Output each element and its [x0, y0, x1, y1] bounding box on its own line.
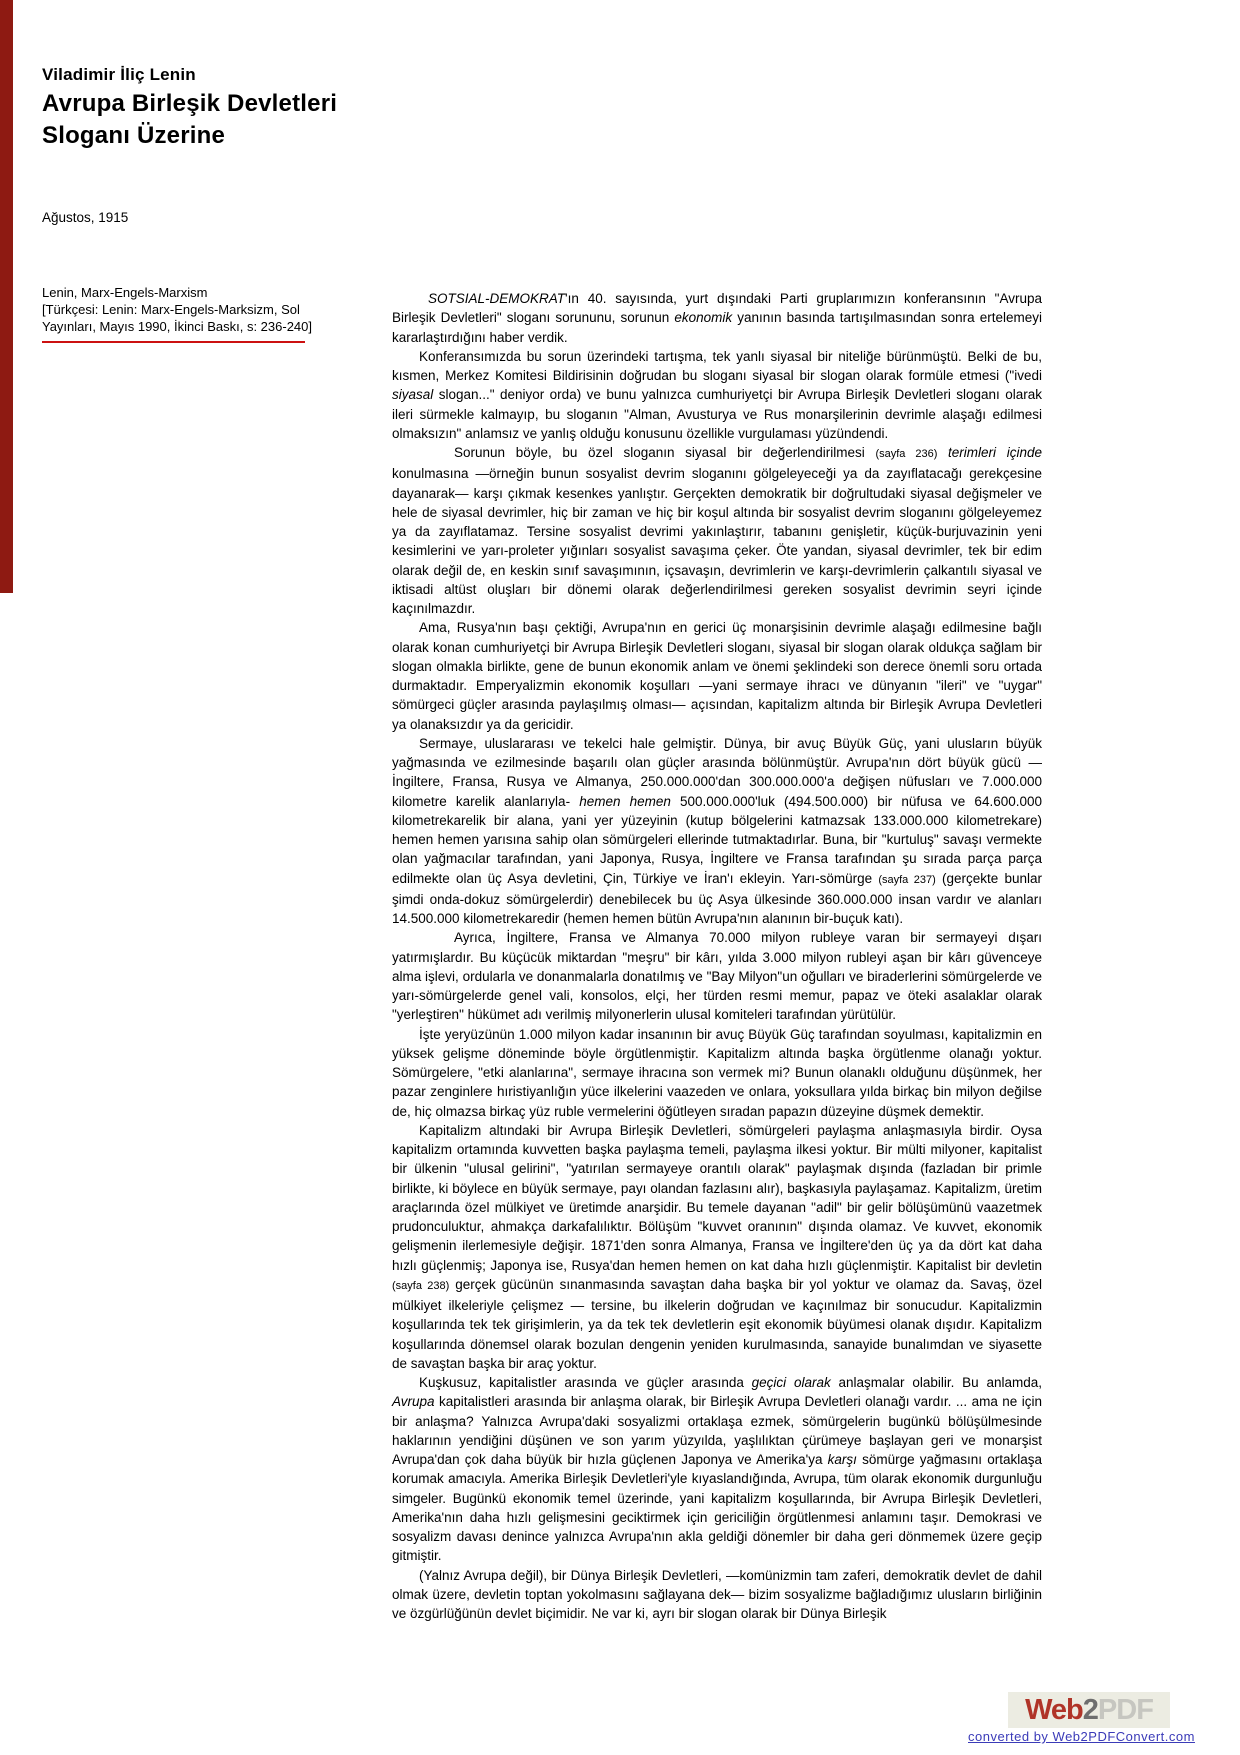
left-accent-bar	[0, 0, 13, 593]
text-run: slogan..." deniyor orda) ve bunu yalnızca cumhuriyetçi bir Avrupa Birleşik Devletleri sloganı olarak ileri sürmekle kalmayıp, bu sloganın "Alman, Avusturya ve Rus monarşilerinin devrimle alaşağı edilmesi olmaksızın" anlamsız ve yanlış olduğu konusunu özellikle vurgulaması yüzündendi.	[392, 387, 1042, 441]
paragraph	[392, 1121, 1042, 1373]
citation-line: Yayınları, Mayıs 1990, İkinci Baskı, s: 236-240]	[42, 319, 312, 334]
text-run: geçici olarak	[751, 1375, 831, 1390]
text-run: siyasal	[392, 387, 434, 403]
paragraph	[392, 1373, 1042, 1566]
text-run: Ama, Rusya'nın başı çektiği, Avrupa'nın en gerici üç monarşisinin devrimle alaşağı edilmesine bağlı olarak konan cumhuriyetçi bir Avrupa Birleşik Devletleri sloganı, siyasal bir slogan olarak oldukça sağlam bir slogan olmakla birlikte, gene de bunun ekonomik anlam ve önemi şeklindeki son derece önemli soru ortada durmaktadır. Emperyalizmin ekonomik koşulları —yani sermaye ihracı ve dünyanın "ileri" ve "uygar" sömürgeci güçler arasında paylaşılmış olması— açısından, kapitalizm altında bir Birleşik Avrupa Devletleri ya olanaksızdır ya da gericidir.	[392, 620, 1042, 732]
paragraph	[392, 347, 1042, 443]
title-line-1: Avrupa Birleşik Devletleri	[42, 90, 338, 117]
text-run: sömürge yağmasını ortaklaşa korumak amacıyla. Amerika Birleşik Devletleri'yle kıyaslandığında, Avrupa, tüm olarak ekonomik durgunluğu simgeler. Bugünkü ekonomik temel üzerinde, yani kapitalizm koşullarında, bir Avrupa Birleşik Devletleri, Amerika'nın daha hızlı gelişmesini geciktirmek için gericiliğin örgütlenmesi anlamını taşır. Demokrasi ve sosyalizm davası denince yalnızca Avrupa'nın akla geldiği dönemler bir daha geri dönmemek üzere geçip gitmiştir.	[392, 1452, 1043, 1564]
text-run: yanının basında tartışılmasından sonra ertelemeyi kararlaştırdığını haber verdik.	[392, 310, 1042, 345]
paragraph	[392, 289, 1042, 347]
citation-line: Lenin, Marx-Engels-Marxism	[42, 285, 208, 300]
paragraph	[392, 1025, 1042, 1121]
text-run: gerçek gücünün sınanmasında savaştan daha başka bir yol yoktur ve olamaz da. Savaş, özel mülkiyet ilkeleriyle çelişmez — tersine, bu ilkelerin doğrudan ve kaçınılmaz bir sonucudur. Kapitalizmin koşullarında tek tek girişimlerin, ya da tek tek devletlerin eşit ekonomik büyümesi olanak dışıdır. Kapitalizm koşullarında dönemsel olarak bozulan dengenin yeniden kurulmasında, sanayide bunalımdan ve siyasette de savaştan başka bir araç yoktur.	[392, 1276, 1043, 1371]
text-run	[937, 445, 948, 460]
citation-block	[42, 284, 332, 343]
body-text	[392, 289, 1042, 1623]
text-run: konulmasına —örneğin bunun sosyalist devrim sloganını gölgeleyeceği ya da zayıflatacağı gerekçesine dayanarak— karşı çıkmak kesenkes yanlıştır. Gerçekten demokratik bir doğrultudaki siyasal değişmeler ve hele de siyasal devrimler, hiç bir zaman ve hiç bir koşul altında bir sosyalist devrim sloganını gölgeleyemez ya da zayıflatamaz. Tersine sosyalist devrimi yakınlaştırır, tabanını genişletir, küçük-burjuvazinin yeni kesimlerini ve yarı-proleter yığınları sosyalist savaşıma çeker. Öte yandan, siyasal devrimler, tek bir edim olarak değil de, en keskin sınıf savaşımının, içsavaşın, devrimlerin ve karşı-devrimlerin çalkantılı siyasal ve iktisadi altüst oluşları bir dönemi olarak değerlendirilmesi gereken sosyalist devrimin seyri içinde kaçınılmazdır.	[392, 466, 1042, 616]
page-marker: (sayfa 236)	[875, 448, 938, 460]
date-line: Ağustos, 1915	[42, 210, 129, 225]
text-run: kapitalistleri arasında bir anlaşma olarak, bir Birleşik Avrupa Devletleri olanağı vardır. ... ama ne için bir anlaşma? Yalnızca Avrupa'daki sosyalizmi ortaklaşa ezmek, sömürgelerin bugünkü bölüşülmesinde haklarının yendiğini düşünen ve son yarım yüzyılda, yaşlılıktan çürümeye başlayan geri ve monarşist Avrupa'dan çok daha büyük bir hızla güçlenen Japonya ve Amerika'ya	[392, 1394, 1042, 1467]
title-line-2: Sloganı Üzerine	[42, 122, 226, 149]
text-run: 'ın 40. sayısında, yurt dışındaki Parti gruplarımızın konferansının "Avrupa Birleşik Devletleri" sloganı sorununu, sorunun	[392, 291, 1042, 326]
paragraph	[392, 928, 1042, 1024]
page-title	[42, 88, 337, 152]
text-run: hemen hemen	[579, 793, 671, 809]
paragraph	[392, 618, 1042, 734]
text-run: Ayrıca, İngiltere, Fransa ve Almanya 70.000 milyon rubleye varan bir sermayeyi dışarı yatırmışlardır. Bu küçücük miktardan "meşru" bir kârı, yılda 3.000 milyon rubleyi aşan bir kârı güvenceye alma işlevi, ordularla ve donanmalarla donatılmış ve "Bay Milyon"un oğulları ve biraderlerini sömürgelerde ve yarı-sömürgelerde genel vali, konsolos, elçi, her türden resmi memur, papaz ve öteki asalaklar olarak "yerleştiren" hükümet adı verilmiş milyonerlerin ulusal komiteleri tarafından yürütülür.	[392, 930, 1042, 1023]
web2pdf-converter-link[interactable]: converted by Web2PDFConvert.com	[968, 1729, 1195, 1744]
text-run: 500.000.000'luk (494.500.000) bir nüfusa ve 64.600.000 kilometrekarelik bir alana, yani yer yüzeyinin (kutup bölgelerini katmazsak 133.000.000 kilometrekare) hemen hemen yarısına sahip olan sömürgeleri ellerinde tutmaktadırlar. Buna, bir "kurtuluş" savaşı vermekte olan yağmacılar tarafından, yani Japonya, Rusya, İngiltere ve Fransa tarafından şu sırada parça parça edilmekte olan üç Asya devletini, Çin, Türkiye ve İran'ı ekleyin. Yarı-sömürge	[392, 793, 1042, 886]
text-run: Kapitalizm altındaki bir Avrupa Birleşik Devletleri, sömürgeleri paylaşma anlaşmasıyla birdir. Oysa kapitalizm ortamında kuvvetten başka paylaşma temeli, paylaşma ilkesi yoktur. Bir mülti milyoner, kapitalist bir ülkenin "ulusal gelirini", "yatırılan sermayeye orantılı olarak" paylaşmak dışında (fazladan bir primle birlikte, ki böylece en büyük sermaye, payı olandan fazlasını alır), başkasıyla paylaşamaz. Kapitalizm, üretim araçlarında özel mülkiyet ve üretimde anarşidir. Bu temele dayanan "adil" bir gelir bölüşümünü vaazetmek prudonculuktur, ahmakça darkafalılıktır. Bölüşüm "kuvvet oranının" dışında olamaz. Ve kuvvet, ekonomik gelişmenin ilerlemesiyle değişir. 1871'den sonra Almanya, Fransa ve İngiltere'den üç ya da dört kat daha hızlı güçlenmiş; Japonya ise, Rusya'dan hemen hemen on kat daha hızlı güçlenmiştir. Kapitalist bir devletin	[392, 1122, 1042, 1273]
citation-line: [Türkçesi: Lenin: Marx-Engels-Marksizm, Sol	[42, 302, 300, 317]
text-run: karşı	[827, 1452, 857, 1467]
web2pdf-logo[interactable]	[1008, 1692, 1170, 1728]
text-run: (Yalnız Avrupa değil), bir Dünya Birleşik Devletleri, —komünizmin tam zaferi, demokratik devlet de dahil olmak üzere, devletin toptan yokolmasını sağlayana dek— bizim sosyalizme bağladığımız ulusların birliğinin ve özgürlüğünün devlet biçimidir. Ne var ki, ayrı bir slogan olarak bir Dünya Birleşik	[392, 1567, 1042, 1621]
red-divider-rule	[42, 341, 305, 343]
paragraph	[392, 1566, 1042, 1624]
document-header	[42, 64, 337, 152]
text-run: İşte yeryüzünün 1.000 milyon kadar insanının bir avuç Büyük Güç tarafından soyulması, kapitalizmin en yüksek gelişme döneminde böyle örgütlenmiştir. Kapitalizm altında başka örgütlenme olanağı yoktur. Sömürgelere, "etki alanlarına", sermaye ihracına son vermek mi? Bunun olanaklı olduğunu düşünmek, her pazar zenginlere hıristiyanlığın yüce ilkelerini vaazeden ve onlara, yoksullara yılda birkaç bin milyon değilse de, hiç olmazsa birkaç yüz ruble vermelerini öğütleyen sıradan papazın düzeyine düşmek demektir.	[392, 1026, 1042, 1119]
logo-text-2: 2	[1082, 1693, 1098, 1726]
text-run: SOTSIAL-DEMOKRAT	[428, 291, 566, 306]
text-run: ekonomik	[674, 310, 733, 326]
text-run: Sermaye, uluslararası ve tekelci hale gelmiştir. Dünya, bir avuç Büyük Güç, yani ulusların büyük yağmasında ve ezilmesinde başarılı olan güçler arasında bölünmüştür. Avrupa'nın dört büyük gücü —İngiltere, Fransa, Rusya ve Almanya, 250.000.000'dan 300.000.000'a değişen nüfusları ve 7.000.000 kilometre karelik alanlarıyla-	[392, 735, 1042, 809]
author-name: Viladimir İliç Lenin	[42, 65, 196, 84]
text-run: Kuşkusuz, kapitalistler arasında ve güçler arasında	[419, 1375, 752, 1390]
text-run: Avrupa	[392, 1394, 435, 1410]
page-marker: (sayfa 237)	[878, 873, 936, 886]
paragraph	[392, 734, 1042, 929]
paragraph	[392, 443, 1042, 618]
text-run: Sorunun böyle, bu özel sloganın siyasal bir değerlendirilmesi	[454, 445, 876, 460]
text-run: Konferansımızda bu sorun üzerindeki tartışma, tek yanlı siyasal bir niteliğe bürünmüştü. Belki de bu, kısmen, Merkez Komitesi Bildirisinin doğrudan bu sloganı siyasal bir slogan olarak formüle etmesi ("ivedi	[392, 348, 1042, 383]
text-run: (gerçekte bunlar şimdi onda-dokuz sömürgelerdir) denebilecek bu üç Asya ülkesinde 360.000.000 insan vardır ve alanları 14.500.000 kilometrekaredir (hemen hemen bütün Avrupa'nın alanının bir-buçuk katı).	[392, 870, 1042, 926]
text-run: terimleri içinde	[948, 445, 1042, 460]
logo-text-pdf: PDF	[1097, 1693, 1153, 1726]
text-run: anlaşmalar olabilir. Bu anlamda,	[830, 1375, 1042, 1390]
logo-text-web: Web	[1025, 1693, 1083, 1726]
page-marker: (sayfa 238)	[392, 1279, 450, 1292]
